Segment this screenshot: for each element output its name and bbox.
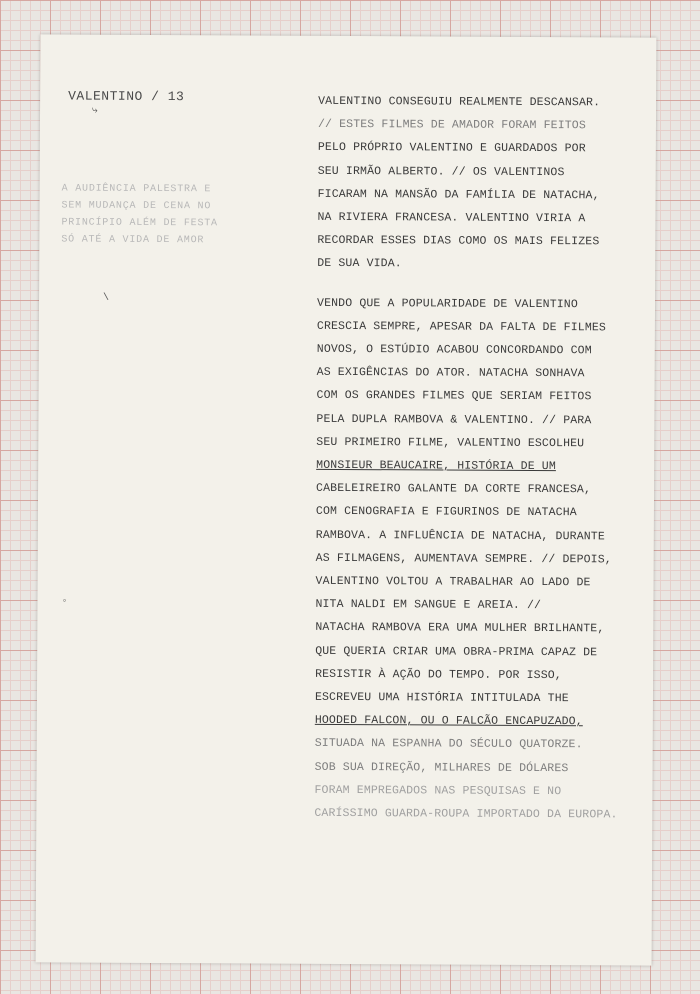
paragraph-1 [317,90,648,277]
text-line: // ESTES FILMES DE AMADOR FORAM FEITOS [317,118,586,133]
text-line: VALENTINO CONSEGUIU REALMENTE DESCANSAR. [318,94,601,110]
text-line: NITA NALDI EM SANGUE E AREIA. // [315,598,542,613]
text-line: SOB SUA DIREÇÃO, MILHARES DE DÓLARES [314,760,569,775]
text-line: QUE QUERIA CRIAR UMA OBRA-PRIMA CAPAZ DE [315,644,598,659]
typewritten-page [36,34,657,965]
text-line: PELO PRÓPRIO VALENTINO E GUARDADOS POR [317,141,586,156]
text-line: PELA DUPLA RAMBOVA & VALENTINO. // PARA [316,412,592,427]
text-line: AS EXIGÊNCIAS DO ATOR. NATACHA SONHAVA [316,366,585,381]
text-line: CARÍSSIMO GUARDA-ROUPA IMPORTADO DA EUROPA. [314,806,618,822]
text-line: ESCREVEU UMA HISTÓRIA INTITULADA THE [314,690,569,706]
text-line: SEU IRMÃO ALBERTO. // OS VALENTINOS [317,164,565,179]
text-line-underlined: HOODED FALCON, OU O FALCÃO ENCAPUZADO, [314,714,583,729]
text-line: NA RIVIERA FRANCESA. VALENTINO VIRIA A [317,210,586,226]
paragraph-2 [314,291,647,826]
text-line: AS FILMAGENS, AUMENTAVA SEMPRE. // DEPOIS, [315,551,612,567]
text-line-underlined: MONSIEUR BEAUCAIRE, HISTÓRIA DE UM [316,458,556,474]
text-line: VENDO QUE A POPULARIDADE DE VALENTINO [316,296,578,311]
text-line: COM CENOGRAFIA E FIGURINOS DE NATACHA [315,505,577,520]
text-line: CABELEIREIRO GALANTE DA CORTE FRANCESA, [316,482,592,497]
margin-note-line: PRINCÍPIO ALÉM DE FESTA [61,217,218,230]
margin-note-line: A AUDIÊNCIA PALESTRA E [61,183,212,196]
text-line: SITUADA NA ESPANHA DO SÉCULO QUATORZE. [314,737,583,752]
handwritten-mark: ⤷ [92,105,98,117]
text-line: FORAM EMPREGADOS NAS PESQUISAS E NO [314,783,562,799]
margin-note-line: SEM MUDANÇA DE CENA NO [61,200,212,213]
text-line: FICARAM NA MANSÃO DA FAMÍLIA DE NATACHA, [317,187,600,203]
text-line: VALENTINO VOLTOU A TRABALHAR AO LADO DE [315,574,591,590]
text-line: NATACHA RAMBOVA ERA UMA MULHER BRILHANTE, [315,621,605,636]
text-line: RESISTIR À AÇÃO DO TEMPO. POR ISSO, [315,667,562,683]
text-line: RAMBOVA. A INFLUÊNCIA DE NATACHA, DURANTE [315,528,605,544]
margin-note [61,181,251,250]
text-line: RECORDAR ESSES DIAS COMO OS MAIS FELIZES [317,234,600,249]
handwritten-mark: ◦ [61,596,68,608]
text-line: COM OS GRANDES FILMES QUE SERIAM FEITOS [316,389,592,404]
text-line: NOVOS, O ESTÚDIO ACABOU CONCORDANDO COM [316,342,592,358]
text-line: DE SUA VIDA. [317,257,402,271]
body-text [314,90,648,827]
handwritten-mark: \ [103,292,110,304]
margin-note-line: SÓ ATÉ A VIDA DE AMOR [61,234,205,247]
text-line: CRESCIA SEMPRE, APESAR DA FALTA DE FILMES [316,319,607,335]
text-line: SEU PRIMEIRO FILME, VALENTINO ESCOLHEU [316,435,585,451]
page-label: VALENTINO / 13 [68,88,185,105]
